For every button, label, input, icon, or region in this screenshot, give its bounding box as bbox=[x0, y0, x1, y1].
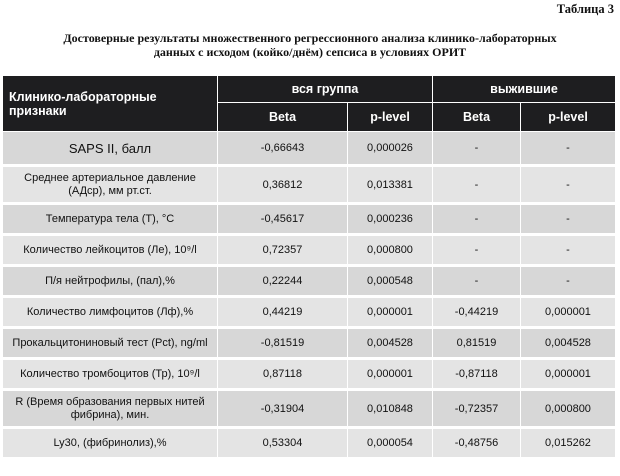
p-survived-cell: 0,004528 bbox=[521, 329, 615, 360]
group-survived-header: выжившие bbox=[433, 76, 615, 103]
feature-name: Прокальцитониновый тест (Pct), ng/ml bbox=[3, 329, 218, 360]
beta-all-cell: 0,44219 bbox=[218, 298, 348, 329]
table-row bbox=[3, 391, 615, 429]
p-all-cell: 0,000026 bbox=[348, 132, 433, 167]
feature-name: SAPS II, балл bbox=[3, 132, 218, 167]
feature-name: П/я нейтрофилы, (пал),% bbox=[3, 267, 218, 298]
beta-survived-cell: -0,72357 bbox=[433, 391, 521, 429]
caption-line-1: Достоверные результаты множественного регрессионного анализа клинико-лабораторных bbox=[63, 31, 557, 45]
group-all-header: вся группа bbox=[218, 76, 433, 103]
p-all-cell: 0,010848 bbox=[348, 391, 433, 429]
beta-survived-cell: -0,87118 bbox=[433, 360, 521, 391]
caption-line-2: данных с исходом (койко/днём) сепсиса в условиях ОРИТ bbox=[153, 45, 467, 59]
beta-all-cell: -0,66643 bbox=[218, 132, 348, 167]
p-survived-cell: - bbox=[521, 236, 615, 267]
table-row bbox=[3, 205, 615, 236]
p-all-cell: 0,000236 bbox=[348, 205, 433, 236]
p-level-all-header: p-level bbox=[348, 103, 433, 132]
regression-results-table bbox=[3, 76, 615, 460]
p-survived-cell: - bbox=[521, 132, 615, 167]
beta-survived-cell: - bbox=[433, 267, 521, 298]
p-level-survived-header: p-level bbox=[521, 103, 615, 132]
beta-all-cell: 0,53304 bbox=[218, 429, 348, 460]
p-all-cell: 0,000800 bbox=[348, 236, 433, 267]
p-survived-cell: 0,015262 bbox=[521, 429, 615, 460]
feature-name: Температура тела (Т), °С bbox=[3, 205, 218, 236]
feature-name: Ly30, (фибринолиз),% bbox=[3, 429, 218, 460]
p-all-cell: 0,000001 bbox=[348, 360, 433, 391]
beta-all-cell: -0,31904 bbox=[218, 391, 348, 429]
beta-all-cell: 0,36812 bbox=[218, 167, 348, 205]
table-row bbox=[3, 360, 615, 391]
table-caption bbox=[0, 31, 620, 59]
beta-survived-cell: -0,48756 bbox=[433, 429, 521, 460]
feature-column-header: Клинико-лабораторные признаки bbox=[3, 76, 218, 132]
p-all-cell: 0,000001 bbox=[348, 298, 433, 329]
table-row bbox=[3, 236, 615, 267]
table-row bbox=[3, 132, 615, 167]
p-survived-cell: - bbox=[521, 167, 615, 205]
p-all-cell: 0,000054 bbox=[348, 429, 433, 460]
p-survived-cell: 0,000001 bbox=[521, 360, 615, 391]
table-body bbox=[3, 132, 615, 460]
table-number-label: Таблица 3 bbox=[556, 2, 614, 16]
feature-name: Среднее артериальное давление (АДср), мм рт.ст. bbox=[3, 167, 218, 205]
beta-all-cell: 0,22244 bbox=[218, 267, 348, 298]
table-row bbox=[3, 329, 615, 360]
p-all-cell: 0,013381 bbox=[348, 167, 433, 205]
feature-name: R (Время образования первых нитей фибрина), мин. bbox=[3, 391, 218, 429]
table-row bbox=[3, 429, 615, 460]
beta-survived-cell: - bbox=[433, 205, 521, 236]
table-row bbox=[3, 298, 615, 329]
feature-name: Количество лимфоцитов (Лф),% bbox=[3, 298, 218, 329]
beta-all-cell: -0,81519 bbox=[218, 329, 348, 360]
beta-survived-cell: - bbox=[433, 167, 521, 205]
table-row bbox=[3, 167, 615, 205]
beta-all-cell: -0,45617 bbox=[218, 205, 348, 236]
beta-survived-cell: - bbox=[433, 132, 521, 167]
beta-survived-cell: 0,81519 bbox=[433, 329, 521, 360]
p-survived-cell: - bbox=[521, 205, 615, 236]
p-survived-cell: 0,000800 bbox=[521, 391, 615, 429]
beta-survived-cell: -0,44219 bbox=[433, 298, 521, 329]
p-all-cell: 0,004528 bbox=[348, 329, 433, 360]
p-survived-cell: 0,000001 bbox=[521, 298, 615, 329]
beta-all-header: Beta bbox=[218, 103, 348, 132]
table-row bbox=[3, 267, 615, 298]
feature-name: Количество тромбоцитов (Тр), 10⁹/l bbox=[3, 360, 218, 391]
p-all-cell: 0,000548 bbox=[348, 267, 433, 298]
p-survived-cell: - bbox=[521, 267, 615, 298]
beta-all-cell: 0,87118 bbox=[218, 360, 348, 391]
beta-survived-header: Beta bbox=[433, 103, 521, 132]
beta-survived-cell: - bbox=[433, 236, 521, 267]
beta-all-cell: 0,72357 bbox=[218, 236, 348, 267]
feature-name: Количество лейкоцитов (Ле), 10⁹/l bbox=[3, 236, 218, 267]
